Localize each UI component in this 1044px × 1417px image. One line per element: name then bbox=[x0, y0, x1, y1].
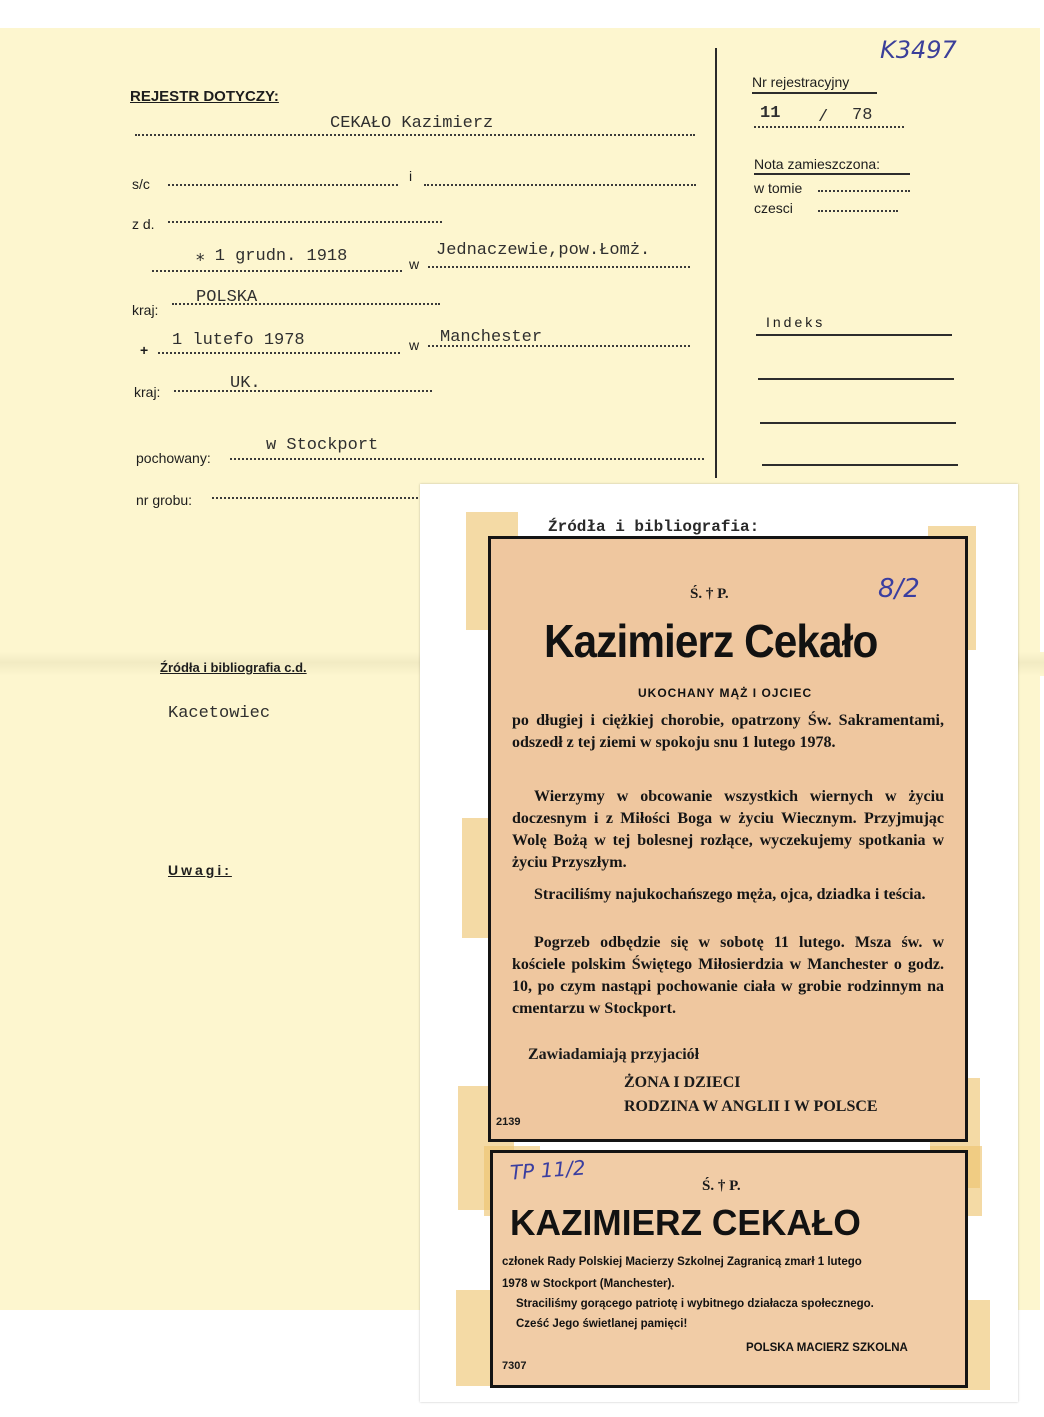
clip2-line-3: Straciliśmy gorącego patriotę i wybitnego działacza społecznego. bbox=[516, 1298, 874, 1310]
note-label: Nota zamieszczona: bbox=[754, 156, 881, 172]
index-line-3 bbox=[760, 422, 956, 424]
index-label: Indeks bbox=[766, 314, 826, 330]
country-1: POLSKA bbox=[196, 288, 258, 307]
label-zd: z d. bbox=[132, 216, 155, 232]
catalog-number: K3497 bbox=[880, 36, 957, 64]
volume-line bbox=[818, 190, 910, 192]
zd-line bbox=[168, 221, 442, 223]
label-buried: pochowany: bbox=[136, 450, 211, 466]
clip2-deceased-name: KAZIMIERZ CEKAŁO bbox=[510, 1202, 861, 1243]
index-line-1 bbox=[756, 334, 952, 336]
country-2: UK. bbox=[230, 374, 261, 393]
part-label: czesci bbox=[754, 200, 793, 216]
sc-line-1 bbox=[168, 184, 398, 186]
buried-line bbox=[230, 458, 704, 460]
index-line-4 bbox=[762, 464, 958, 466]
label-grave: nr grobu: bbox=[136, 492, 193, 508]
part-line bbox=[818, 210, 898, 212]
reg-no-year: 78 bbox=[852, 106, 873, 125]
death-w: w bbox=[409, 337, 420, 353]
clip1-paragraph-4: Pogrzeb odbędzie się w sobotę 11 lutego. Msza św. w kościele polskim Świętego Miłosierdzia w Manchester o godz. 10, po czym nastąpi pochowanie ciała w grobie rodzinnym na cmentarzu w Stockport. bbox=[512, 934, 944, 1017]
clip1-signature-2: RODZINA W ANGLII I W POLSCE bbox=[624, 1098, 878, 1115]
remarks-label: Uwagi: bbox=[168, 862, 232, 878]
clip1-notify: Zawiadamiają przyjaciół bbox=[528, 1046, 700, 1063]
clip1-code: 2139 bbox=[496, 1116, 521, 1128]
birth-place: Jednaczewie,pow.Łomż. bbox=[436, 241, 651, 260]
label-kraj-1: kraj: bbox=[132, 302, 159, 318]
death-date: 1 lutefo 1978 bbox=[172, 331, 305, 350]
clip2-handwritten-date: TP 11/2 bbox=[509, 1155, 587, 1185]
clip1-deceased-name: Kazimierz Cekało bbox=[544, 615, 878, 667]
clip2-stp: Ś. † P. bbox=[702, 1178, 741, 1194]
birth-date-line bbox=[152, 270, 402, 272]
clip1-stp: Ś. † P. bbox=[690, 586, 729, 602]
death-date-line bbox=[158, 352, 400, 354]
clip1-paragraph-3: Straciliśmy najukochańszego męża, ojca, dziadka i teścia. bbox=[534, 886, 926, 903]
clip1-handwritten-date: 8/2 bbox=[878, 574, 920, 604]
sources-continued-value: Kacetowiec bbox=[168, 704, 271, 723]
reg-no-number: 11 bbox=[760, 104, 781, 123]
clip2-signature: POLSKA MACIERZ SZKOLNA bbox=[746, 1342, 908, 1354]
reg-no-separator: / bbox=[818, 108, 829, 127]
card-divider-line bbox=[715, 48, 717, 478]
register-heading: REJESTR DOTYCZY: bbox=[130, 88, 279, 105]
buried-place: w Stockport bbox=[266, 436, 379, 455]
volume-label: w tomie bbox=[754, 180, 803, 196]
clip2-line-2: 1978 w Stockport (Manchester). bbox=[502, 1278, 675, 1290]
birth-date: ⁎ 1 grudn. 1918 bbox=[196, 247, 348, 266]
reg-no-line bbox=[754, 126, 904, 128]
surname-firstname: CEKAŁO Kazimierz bbox=[330, 114, 494, 133]
sources-continued-label: Źródła i bibliografia c.d. bbox=[160, 660, 307, 675]
label-sc: s/c bbox=[132, 176, 150, 192]
clip1-paragraph-1: po długiej i ciężkiej chorobie, opatrzony Św. Sakramentami, odszedł z tej ziemi w spokoju snu 1 lutego 1978. bbox=[512, 712, 944, 751]
death-place-line bbox=[428, 345, 690, 347]
sources-heading: Źródła i bibliografia: bbox=[548, 518, 760, 536]
index-line-2 bbox=[758, 378, 954, 380]
sc-line-2 bbox=[424, 184, 696, 186]
clip1-paragraph-2: Wierzymy w obcowanie wszystkich wiernych w życiu doczesnym i z Miłości Boga w życiu Wiecznym. Przyjmując Wolę Bożą w tej bolesnej rozłące, wyczekujemy spotkania w życiu Przyszłym. bbox=[512, 788, 944, 871]
note-underline bbox=[754, 173, 910, 175]
country-2-line bbox=[174, 390, 432, 392]
birth-w: w bbox=[409, 256, 420, 272]
clip2-code: 7307 bbox=[502, 1360, 527, 1372]
label-kraj-2: kraj: bbox=[134, 384, 161, 400]
death-mark: + bbox=[140, 342, 149, 358]
clip2-line-4: Cześć Jego świetlanej pamięci! bbox=[516, 1318, 688, 1330]
grave-line bbox=[212, 497, 422, 499]
reg-no-underline bbox=[752, 92, 877, 94]
clip2-line-1: członek Rady Polskiej Macierzy Szkolnej Zagranicą zmarł 1 lutego bbox=[502, 1256, 862, 1268]
death-place: Manchester bbox=[440, 328, 543, 347]
clip1-signature-1: ŻONA I DZIECI bbox=[624, 1074, 741, 1091]
name-line bbox=[135, 134, 695, 136]
country-1-line bbox=[172, 303, 440, 305]
reg-no-label: Nr rejestracyjny bbox=[752, 74, 850, 90]
birth-place-line bbox=[428, 266, 690, 268]
clip1-subtitle: UKOCHANY MĄŻ I OJCIEC bbox=[638, 686, 813, 700]
label-i: i bbox=[409, 168, 413, 184]
